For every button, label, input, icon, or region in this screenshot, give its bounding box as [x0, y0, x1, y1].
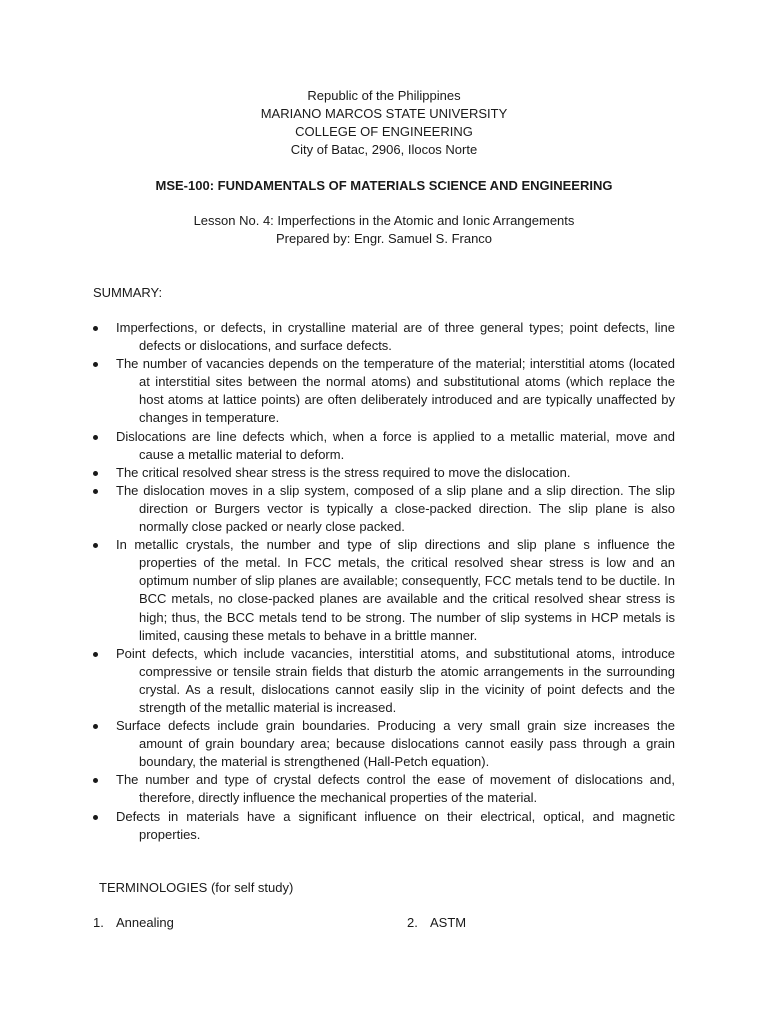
list-item — [93, 319, 675, 355]
list-item — [93, 645, 675, 717]
summary-list — [93, 319, 675, 844]
bullet-icon — [93, 724, 98, 729]
term-item — [93, 914, 174, 932]
term-label: Annealing — [116, 915, 174, 930]
list-item-text: In metallic crystals, the number and type of slip directions and slip plane s influence the properties of the metal. In FCC metals, the critical resolved shear stress is low and an optimum number of slip planes are available; consequently, FCC metals tend to be ductile. In BCC metals, no close-packed planes are available and the critical resolved shear stress is high; thus, the BCC metals tend to be strong. The number of slip systems in HCP metals is limited, causing these metals to behave in a brittle manner. — [116, 537, 675, 643]
bullet-icon — [93, 435, 98, 440]
list-item — [93, 717, 675, 771]
bullet-icon — [93, 778, 98, 783]
list-item — [93, 355, 675, 427]
terminologies-heading: TERMINOLOGIES (for self study) — [99, 880, 294, 895]
list-item-text: Surface defects include grain boundaries. Producing a very small grain size increases the amount of grain boundary area; because dislocations cannot easily pass through a grain boundary, the material is strengthened (Hall-Petch equation). — [116, 718, 675, 770]
list-item — [93, 536, 675, 645]
list-item-text: The number and type of crystal defects control the ease of movement of dislocations and, therefore, directly influence the mechanical properties of the material. — [116, 772, 675, 806]
term-number: 1. — [93, 915, 104, 930]
header-university: MARIANO MARCOS STATE UNIVERSITY — [260, 106, 508, 121]
term-item — [407, 914, 466, 932]
bullet-icon — [93, 362, 98, 367]
header-address: City of Batac, 2906, Ilocos Norte — [290, 142, 478, 157]
course-title: MSE-100: FUNDAMENTALS OF MATERIALS SCIENCE AND ENGINEERING — [155, 178, 613, 193]
bullet-icon — [93, 652, 98, 657]
list-item-text: Point defects, which include vacancies, interstitial atoms, and substitutional atoms, introduce compressive or tensile strain fields that disturb the atomic arrangements in the surrounding crystal. As a result, dislocations cannot easily slip in the vicinity of point defects and the strength of the metallic material is increased. — [116, 645, 675, 715]
list-item-text: The critical resolved shear stress is the stress required to move the dislocation. — [116, 464, 571, 480]
bullet-icon — [93, 471, 98, 476]
list-item — [93, 808, 675, 844]
summary-heading: SUMMARY: — [93, 285, 163, 300]
prepared-by: Prepared by: Engr. Samuel S. Franco — [275, 231, 493, 246]
bullet-icon — [93, 815, 98, 820]
list-item-text: The number of vacancies depends on the temperature of the material; interstitial atoms (located at interstitial sites between the normal atoms) and substitutional atoms (which replace the host atoms at lattice points) are often deliberately introduced and are typically unaffected by changes in temperature. — [116, 356, 675, 426]
list-item-text: Dislocations are line defects which, when a force is applied to a metallic material, move and cause a metallic material to deform. — [116, 428, 675, 462]
lesson-title: Lesson No. 4: Imperfections in the Atomic and Ionic Arrangements — [193, 213, 575, 228]
bullet-icon — [93, 543, 98, 548]
list-item-text: The dislocation moves in a slip system, composed of a slip plane and a slip direction. The slip direction or Burgers vector is typically a close-packed direction. The slip plane is also normally close packed or nearly close packed. — [116, 482, 675, 535]
bullet-icon — [93, 489, 98, 494]
term-label: ASTM — [430, 915, 467, 930]
list-item — [93, 464, 675, 482]
header-college: COLLEGE OF ENGINEERING — [295, 124, 473, 139]
term-number: 2. — [407, 915, 418, 930]
list-item — [93, 482, 675, 536]
list-item-text: Defects in materials have a significant influence on their electrical, optical, and magnetic properties. — [116, 808, 675, 842]
list-item — [93, 428, 675, 464]
list-item — [93, 771, 675, 807]
list-item-text: Imperfections, or defects, in crystalline material are of three general types; point defects, line defects or dislocations, and surface defects. — [116, 320, 675, 354]
header-country: Republic of the Philippines — [307, 88, 461, 103]
bullet-icon — [93, 326, 98, 331]
